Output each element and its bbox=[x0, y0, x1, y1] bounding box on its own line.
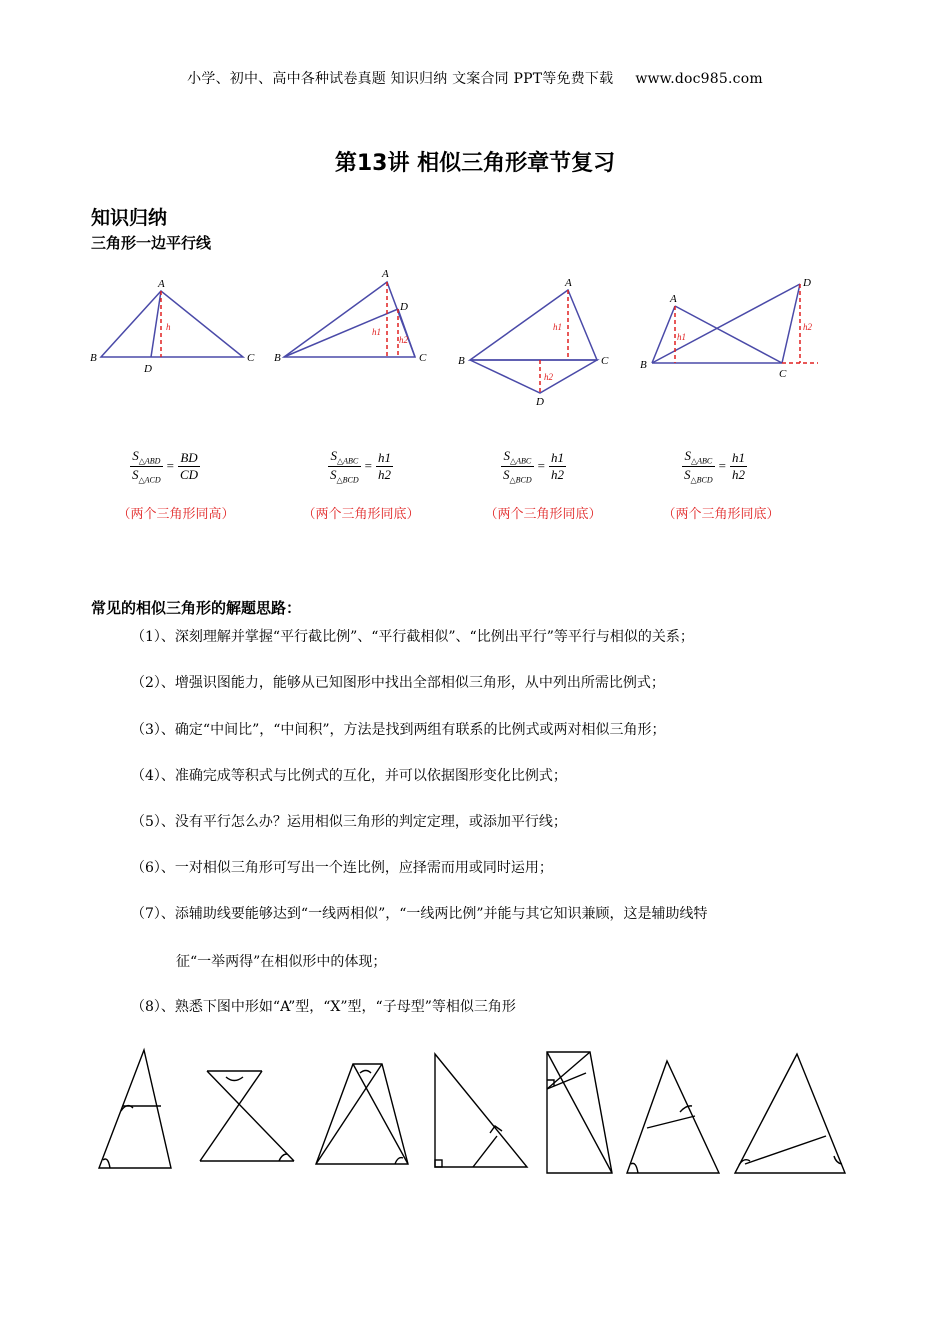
figure-1-note: （两个三角形同高） bbox=[117, 507, 235, 522]
fig4-label-h2: h2 bbox=[803, 322, 812, 332]
transversal-figure-2 bbox=[735, 1054, 845, 1173]
header-url[interactable]: www.doc985.com bbox=[635, 71, 763, 87]
fig1-label-h: h bbox=[166, 322, 171, 332]
fig2-label-h2: h2 bbox=[399, 335, 408, 345]
approach-item-5: （5）、没有平行怎么办？运用相似三角形的判定定理，或添加平行线； bbox=[131, 814, 567, 830]
fig2-label-h1: h1 bbox=[372, 327, 381, 337]
fig3-label-B: B bbox=[458, 355, 465, 367]
fig3-label-A: A bbox=[565, 277, 572, 289]
subsection-heading: 三角形一边平行线 bbox=[91, 234, 212, 252]
section-heading: 知识归纳 bbox=[91, 207, 168, 229]
fig1-label-A: A bbox=[158, 278, 165, 290]
fig3-label-C: C bbox=[601, 355, 609, 367]
fig2-label-A: A bbox=[382, 268, 389, 280]
approach-item-1: （1）、深刻理解并掌握“平行截比例”、“平行截相似”、“比例出平行”等平行与相似的关系； bbox=[131, 629, 694, 645]
fig3-label-h2: h2 bbox=[544, 372, 553, 382]
transversal-figure-1 bbox=[627, 1061, 719, 1173]
approach-item-7-continued: 征“一举两得”在相似形中的体现； bbox=[176, 954, 387, 970]
header-text: 小学、初中、高中各种试卷真题 知识归纳 文案合同 PPT等免费下载 bbox=[187, 71, 614, 87]
formula-4: $\frac{S_{\triangle ABC}}{S_{\triangle BCD}}$ = $\frac{h1}{h2}$ bbox=[684, 448, 745, 485]
formula-3: $\frac{S_{\triangle ABC}}{S_{\triangle BCD}}$ = $\frac{h1}{h2}$ bbox=[503, 448, 564, 485]
fig1-label-D: D bbox=[144, 363, 152, 375]
a-type-figure bbox=[99, 1050, 171, 1168]
x-type-figure bbox=[200, 1071, 294, 1161]
trapezoid-figure bbox=[316, 1064, 408, 1164]
fig4-label-B: B bbox=[640, 359, 647, 371]
fig2-label-C: C bbox=[419, 352, 427, 364]
formula-1: $\frac{S_{\triangle ABD}}{S_{\triangle ACD}}$ = $\frac{BD}{CD}$ bbox=[132, 448, 199, 485]
area-ratio-figures bbox=[0, 0, 950, 420]
figure-4-note: （两个三角形同底） bbox=[662, 507, 780, 522]
fig4-label-h1: h1 bbox=[677, 332, 686, 342]
fig4-label-A: A bbox=[670, 293, 677, 305]
similar-triangle-figures bbox=[0, 1040, 950, 1190]
approach-item-6: （6）、一对相似三角形可写出一个连比例，应择需而用或同时运用； bbox=[131, 860, 553, 876]
fig3-label-h1: h1 bbox=[553, 322, 562, 332]
approach-item-8: （8）、熟悉下图中形如“A”型，“X”型，“子母型”等相似三角形 bbox=[131, 999, 516, 1015]
approach-item-3: （3）、确定“中间比”，“中间积”，方法是找到两组有联系的比例式或两对相似三角形； bbox=[131, 722, 666, 738]
figure-4-diagram bbox=[652, 284, 818, 363]
fig4-label-C: C bbox=[779, 368, 787, 380]
page-title: 第13讲 相似三角形章节复习 bbox=[334, 151, 616, 176]
figure-3-diagram bbox=[470, 290, 597, 393]
fig1-label-B: B bbox=[90, 352, 97, 364]
fig2-label-B: B bbox=[274, 352, 281, 364]
approach-item-7: （7）、添辅助线要能够达到“一线两相似”，“一线两比例”并能与其它知识兼顾，这是辅助线特 bbox=[131, 906, 708, 922]
formula-2: $\frac{S_{\triangle ABC}}{S_{\triangle BCD}}$ = $\frac{h1}{h2}$ bbox=[330, 448, 391, 485]
fig2-label-D: D bbox=[400, 301, 408, 313]
figure-1-diagram bbox=[101, 291, 243, 357]
fig3-label-D: D bbox=[536, 396, 544, 408]
figure-3-note: （两个三角形同底） bbox=[484, 507, 602, 522]
figure-2-diagram bbox=[284, 282, 415, 357]
approach-heading: 常见的相似三角形的解题思路： bbox=[91, 599, 302, 617]
fig4-label-D: D bbox=[803, 277, 811, 289]
fig1-label-C: C bbox=[247, 352, 255, 364]
right-triangle-figure bbox=[435, 1054, 527, 1167]
figure-2-note: （两个三角形同底） bbox=[302, 507, 420, 522]
approach-item-2: （2）、增强识图能力，能够从已知图形中找出全部相似三角形，从中列出所需比例式； bbox=[131, 675, 665, 691]
approach-item-4: （4）、准确完成等积式与比例式的互化，并可以依据图形变化比例式； bbox=[131, 768, 567, 784]
mother-child-figure bbox=[547, 1052, 612, 1173]
